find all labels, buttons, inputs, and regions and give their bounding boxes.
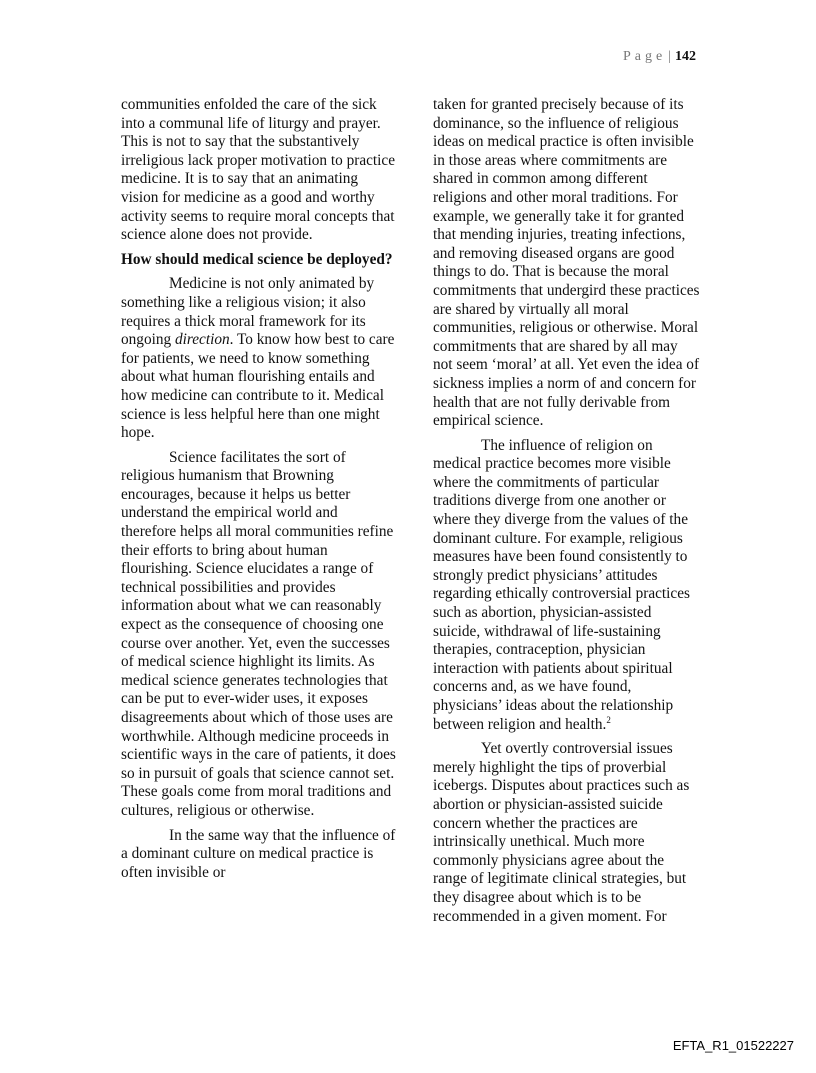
page-label: Page	[622, 49, 667, 64]
left-paragraph-3: Science facilitates the sort of religious humanism that Browning encourages, because it helps us better understand the empirical world and therefore helps all moral communities refine their efforts to bring about human flourishing. Science elucidates a range of technical possibilities and provides information about what we can reasonably expect as the consequence of choosing one course over another. Yet, even the successes of medical science highlight its limits. As medical science generates technologies that can be put to ever-wider uses, it exposes disagreements about which of those uses are worthwhile. Although medicine proceeds in scientific ways in the care of patients, it does so in pursuit of goals that science cannot set. These goals come from moral traditions and cultures, religious or otherwise.	[121, 448, 396, 819]
footnote-marker[interactable]: 2	[606, 714, 611, 725]
document-id: EFTA_R1_01522227	[672, 1038, 794, 1053]
left-paragraph-1: communities enfolded the care of the sick into a communal life of liturgy and prayer. This is not to say that the substantively irreligious lack proper motivation to practice medicine. It is to say that an animating vision for medicine as a good and worthy activity seems to require moral concepts that science alone does not provide.	[121, 96, 395, 244]
left-paragraph-2	[121, 275, 396, 442]
page-separator: |	[668, 49, 671, 64]
right-paragraph-2-text: The influence of religion on medical practice becomes more visible where the commitments of particular traditions diverge from one another or where they diverge from the values of the dominant culture. For example, religious measures have been found consistently to strongly predict physicians’ attitudes regarding ethically controversial practices such as abortion, physician-assisted suicide, withdrawal of life-sustaining therapies, contraception, physician interaction with patients about spiritual concerns and, as we have found, physicians’ ideas about the relationship between religion and health.	[433, 436, 690, 733]
section-heading: How should medical science be deployed?	[121, 250, 393, 268]
right-paragraph-1: taken for granted precisely because of its dominance, so the influence of religious ideas on medical practice is often invisible in those areas where commitments are shared in common among different religions and other moral traditions. For example, we generally take it for granted that mending injuries, treating infections, and removing diseased organs are good things to do. That is because the moral commitments that undergird these practices are shared by virtually all moral communities, religious or otherwise. Moral commitments that are shared by all may not seem ‘moral’ at all. Yet even the idea of sickness implies a norm of and concern for health that are not fully derivable from empirical science.	[433, 96, 700, 430]
left-paragraph-2-start: Medicine is not only animated by something like a religious vision; it also requires a thick moral framework for its ongoing	[121, 275, 375, 349]
page-header	[623, 49, 696, 65]
left-paragraph-2-emphasis: direction	[174, 331, 230, 349]
right-paragraph-3: Yet overtly controversial issues merely highlight the tips of proverbial icebergs. Disputes about practices such as abortion or physician-assisted suicide concern whether the practices are intrinsically unethical. Much more commonly physicians agree about the range of legitimate clinical strategies, but they disagree about which is to be recommended in a given moment. For	[433, 740, 690, 925]
right-paragraph-2	[433, 437, 701, 735]
left-column	[121, 96, 396, 888]
page-number: 142	[675, 49, 696, 64]
right-column	[433, 96, 701, 932]
left-paragraph-2-end: . To know how best to care for patients, we need to know something about what human flourishing entails and how medicine can contribute to it. Medical science is less helpful here than one might hope.	[121, 331, 395, 442]
left-paragraph-4: In the same way that the influence of a dominant culture on medical practice is often invisible or	[121, 826, 396, 881]
